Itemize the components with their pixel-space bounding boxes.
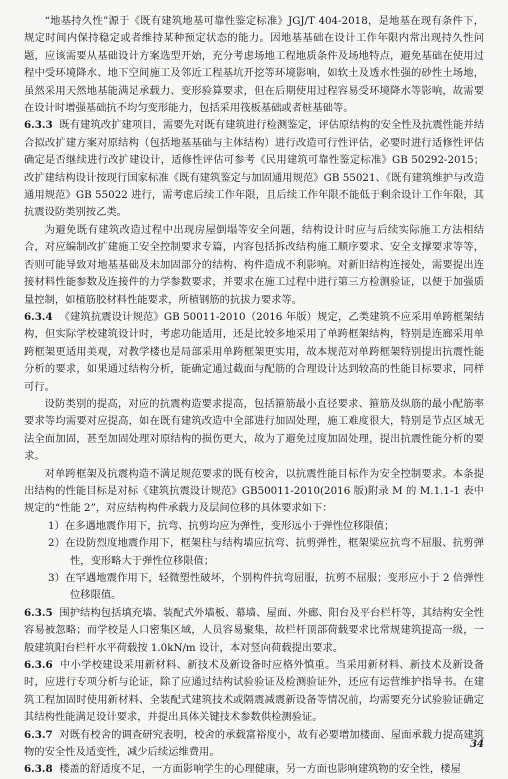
- section-6-3-3: [24, 117, 484, 221]
- section-number: 6.3.3: [24, 119, 53, 132]
- section-number: 6.3.5: [24, 606, 53, 619]
- section-6-3-4: [24, 309, 484, 396]
- list-item: [24, 535, 484, 570]
- section-6-3-8: [24, 761, 484, 778]
- list-item: [24, 570, 484, 605]
- paragraph-seismic-upgrade: [24, 396, 484, 466]
- section-number: 6.3.4: [24, 310, 53, 323]
- paragraph-text: 设防类别的提高，对应的抗震构造要求提高，包括箍筋最小直径要求、箍筋及纵筋的最小配筋率要求等均需要对应提高，如在既有建筑改造中全部进行加固处理，施工难度很大，特别是节点区域无法全面加固，甚至加固处理对原结构的损伤更大，故为了避免过度加固处理，提出抗震性能分析的要求。: [24, 397, 484, 463]
- paragraph-construction-safety: [24, 222, 484, 309]
- section-6-3-6: [24, 657, 484, 727]
- section-6-3-5: [24, 605, 484, 657]
- paragraph-text: 对单跨框架及抗震构造不满足规范要求的既有校舍，以抗震性能目标作为安全控制要求。本条提出结构的性能目标是对标《建筑抗震设计规范》GB50011-2010(2016 版)附录 M 的 M.1.1-1 表中规定的“性能 2”，对应结构构件承载力及层间位移的具体要求如下：: [24, 467, 484, 515]
- paragraph-performance-target: [24, 466, 484, 518]
- list-item-text: 在罕遇地震作用下，轻微塑性破坏，个别构件抗弯屈服，抗剪不屈服；变形应小于 2 倍弹性位移限值。: [65, 572, 484, 602]
- list-item-text: 在多遇地震作用下，抗弯、抗剪均应为弹性，变形远小于弹性位移限值；: [64, 519, 395, 532]
- section-text: 楼盖的舒适度不足，一方面影响学生的心理健康，另一方面也影响建筑物的安全性，楼屋: [59, 763, 461, 776]
- page-number: 34: [470, 739, 484, 750]
- section-number: 6.3.7: [24, 728, 53, 741]
- section-text: 《建筑抗震设计规范》GB 50011-2010（2016 年版）规定，乙类建筑不应采用单跨框架结构，但实际学校建筑设计时，考虑功能适用，还是比较多地采用了单跨框架结构，特别是连廊采用单跨框架更适用美观，对教学楼也是局部采用单跨框架更实用，故本规范对单跨框架特别提出抗震性能分析的要求，如果通过结构分析，能确定通过截面与配筋的合理设计达到较高的性能目标要求，同样可行。: [24, 310, 485, 393]
- paragraph-durability: [24, 13, 484, 117]
- paragraph-text: “地基持久性”源于《既有建筑地基可靠性鉴定标准》JGJ/T 404-2018，是地基在现有条件下，规定时间内保持稳定或者维持某种预定状态的能力。因地基基础在设计工作年限内常出现持久性问题，应该需要从基础设计方案选型开始，充分考虑场地工程地质条件及场地特点，避免基础在使用过程中受环境降水、地下空间施工及邻近工程基坑开挖等环境影响，如软土及透水性强的砂性土场地，虽然采用天然地基能满足承载力、变形验算要求，但在后期使用过程容易受环境降水等影响，故需要在设计时增强基础抗不均匀变形能力，包括采用筏板基础或者桩基础等。: [24, 15, 484, 115]
- section-text: 中小学校建设采用新材料、新技术及新设备时应格外慎重。当采用新材料、新技术及新设备时，应进行专项分析与论证，除了应通过结构试验验证及检测验证外，还应有运营维护指导书。在建筑工程加固时使用新材料、全装配式建筑技术或隔震减震新设备等情况前，均需要充分试验验证确定其结构性能满足设计要求，并提出具体关键技术参数供检测验证。: [24, 659, 485, 724]
- list-item-number: 3）: [48, 572, 66, 584]
- section-number: 6.3.6: [24, 659, 53, 672]
- list-item: [24, 518, 484, 535]
- list-item-number: 2）: [48, 537, 66, 550]
- list-item-number: 1）: [48, 519, 65, 532]
- section-text: 既有建筑改扩建项目，需要先对既有建筑进行检测鉴定，评估原结构的安全性及抗震性能并结合拟改扩建方案对原结构（包括地基基础与主体结构）进行改造可行性评估，必要时进行适修性评估确定是否继续进行改扩建设计，适修性评估可参考《民用建筑可靠性鉴定标准》GB 50292-2015；改扩建结构设计按现行国家标准《既有建筑鉴定与加固通用规范》GB 55021、《既有建筑维护与改造通用规范》GB 55022 进行，需考虑后续工作年限，且后续工作年限不能低于剩余设计工作年限，其抗震设防类别按乙类。: [24, 119, 484, 219]
- section-number: 6.3.8: [24, 763, 53, 776]
- paragraph-text: 为避免既有建筑改造过程中出现房屋倒塌等安全问题，结构设计时应与后续实际施工方法相结合，对应编制改扩建施工安全控制要求专篇，内容包括拆改结构施工顺序要求、安全支撑要求等等，否则可能导致对地基基础及未加固部分的结构、构件造成不利影响。对新旧结构连接处，需要提出连接材料性能参数及连接件的力学参数要求，并要求在施工过程中进行第三方检测验证，以便于加强质量控制，如植筋胶材料性能要求，所植钢筋的抗拔力要求等。: [24, 223, 484, 306]
- section-6-3-7: [24, 727, 484, 762]
- section-text: 围护结构包括填充墙、装配式外墙板、幕墙、屋面、外廊、阳台及平台栏杆等，其结构安全性容易被忽略；而学校是人口密集区域，人员容易聚集，故栏杆顶部荷载要求比常规建筑提高一级，一般建筑阳台栏杆水平荷载按 1.0kN/m 设计，本对竖向荷载提出要求。: [24, 606, 484, 654]
- list-item-text: 在设防烈度地震作用下，框架柱与结构墙应抗弯、抗剪弹性，框架梁应抗弯不屈服、抗剪弹性，变形略大于弹性位移限值；: [65, 537, 484, 567]
- section-text: 对既有校舍的调查研究表明，校舍的承载富裕度小，故有必要增加楼面、屋面承载力提高建筑物的安全性及适变性，减少后续运维费用。: [24, 728, 484, 759]
